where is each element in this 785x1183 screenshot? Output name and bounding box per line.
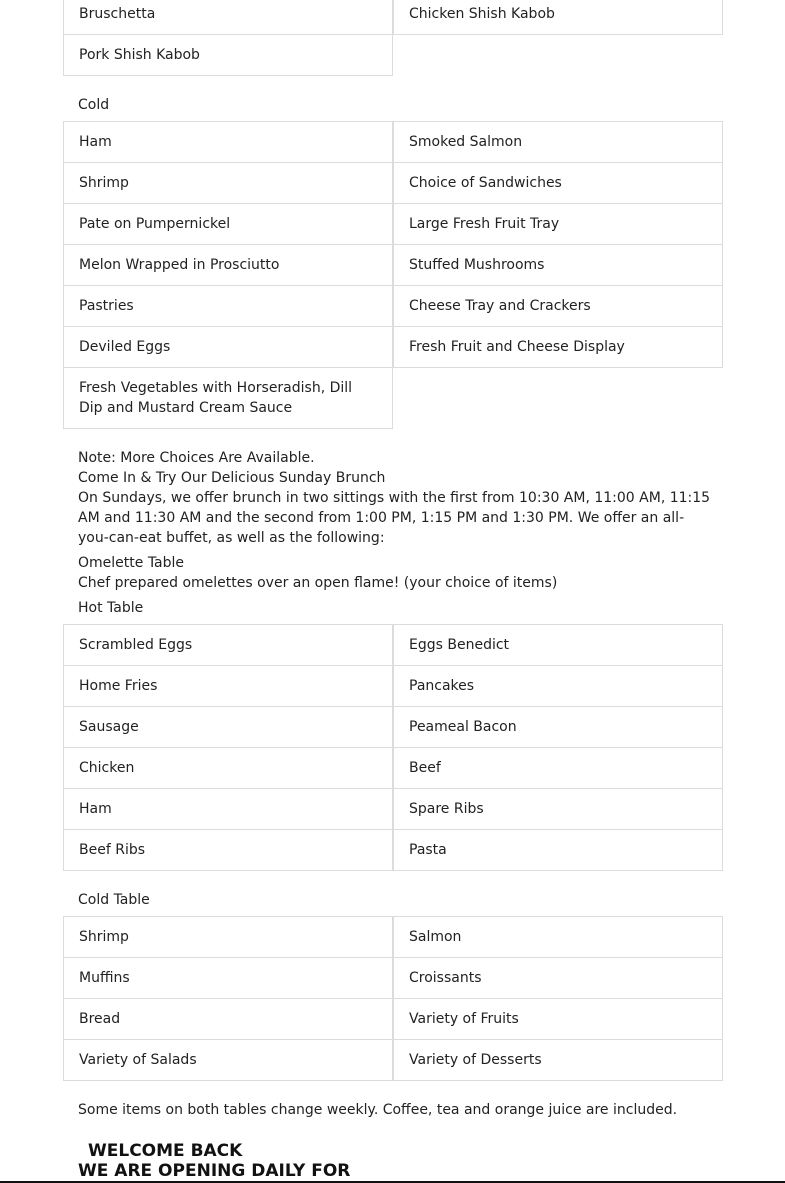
omelette-description: Chef prepared omelettes over an open flame! (your choice of items) bbox=[78, 575, 558, 591]
list-item: Pasta bbox=[393, 829, 723, 871]
list-item: Bread bbox=[63, 998, 393, 1040]
list-item: Bruschetta bbox=[63, 0, 393, 35]
list-item: Chicken Shish Kabob bbox=[393, 0, 723, 35]
brunch-description: On Sundays, we offer brunch in two sittings with the first from 10:30 AM, 11:00 AM, 11:15 AM and 11:30 AM and the second from 1:00 PM, 1:15 PM and 1:30 PM. We offer an all-you-can-eat buffet, as well as the following: bbox=[78, 490, 711, 546]
opening-heading: WE ARE OPENING DAILY FOR bbox=[78, 1161, 351, 1181]
list-item: Cheese Tray and Crackers bbox=[393, 285, 723, 327]
list-item: Stuffed Mushrooms bbox=[393, 244, 723, 286]
list-item: Spare Ribs bbox=[393, 788, 723, 830]
list-item: Scrambled Eggs bbox=[63, 624, 393, 666]
list-item: Fresh Fruit and Cheese Display bbox=[393, 326, 723, 368]
list-item: Ham bbox=[63, 788, 393, 830]
list-item: Home Fries bbox=[63, 665, 393, 707]
list-item: Peameal Bacon bbox=[393, 706, 723, 748]
section-title-cold: Cold bbox=[78, 97, 110, 113]
list-item: Shrimp bbox=[63, 162, 393, 204]
section-title-cold-table: Cold Table bbox=[78, 892, 150, 908]
footer-note: Some items on both tables change weekly. Coffee, tea and orange juice are included. bbox=[78, 1102, 678, 1118]
list-item: Sausage bbox=[63, 706, 393, 748]
list-item: Smoked Salmon bbox=[393, 121, 723, 163]
list-item: Shrimp bbox=[63, 916, 393, 958]
section-title-hot-table: Hot Table bbox=[78, 600, 144, 616]
list-item: Eggs Benedict bbox=[393, 624, 723, 666]
list-item: Beef bbox=[393, 747, 723, 789]
list-item: Ham bbox=[63, 121, 393, 163]
list-item: Salmon bbox=[393, 916, 723, 958]
brunch-title: Come In & Try Our Delicious Sunday Brunch bbox=[78, 470, 386, 486]
list-item: Pork Shish Kabob bbox=[63, 34, 393, 76]
note-text: Note: More Choices Are Available. bbox=[78, 450, 315, 466]
list-item: Choice of Sandwiches bbox=[393, 162, 723, 204]
omelette-title: Omelette Table bbox=[78, 555, 185, 571]
list-item: Muffins bbox=[63, 957, 393, 999]
list-item: Melon Wrapped in Prosciutto bbox=[63, 244, 393, 286]
list-item: Pate on Pumpernickel bbox=[63, 203, 393, 245]
list-item: Deviled Eggs bbox=[63, 326, 393, 368]
list-item: Chicken bbox=[63, 747, 393, 789]
list-item: Pancakes bbox=[393, 665, 723, 707]
list-item: Croissants bbox=[393, 957, 723, 999]
list-item: Variety of Fruits bbox=[393, 998, 723, 1040]
list-item: Variety of Salads bbox=[63, 1039, 393, 1081]
list-item: Fresh Vegetables with Horseradish, Dill Dip and Mustard Cream Sauce bbox=[63, 367, 393, 429]
list-item: Large Fresh Fruit Tray bbox=[393, 203, 723, 245]
welcome-heading: WELCOME BACK bbox=[88, 1141, 243, 1161]
list-item: Variety of Desserts bbox=[393, 1039, 723, 1081]
list-item: Pastries bbox=[63, 285, 393, 327]
list-item: Beef Ribs bbox=[63, 829, 393, 871]
